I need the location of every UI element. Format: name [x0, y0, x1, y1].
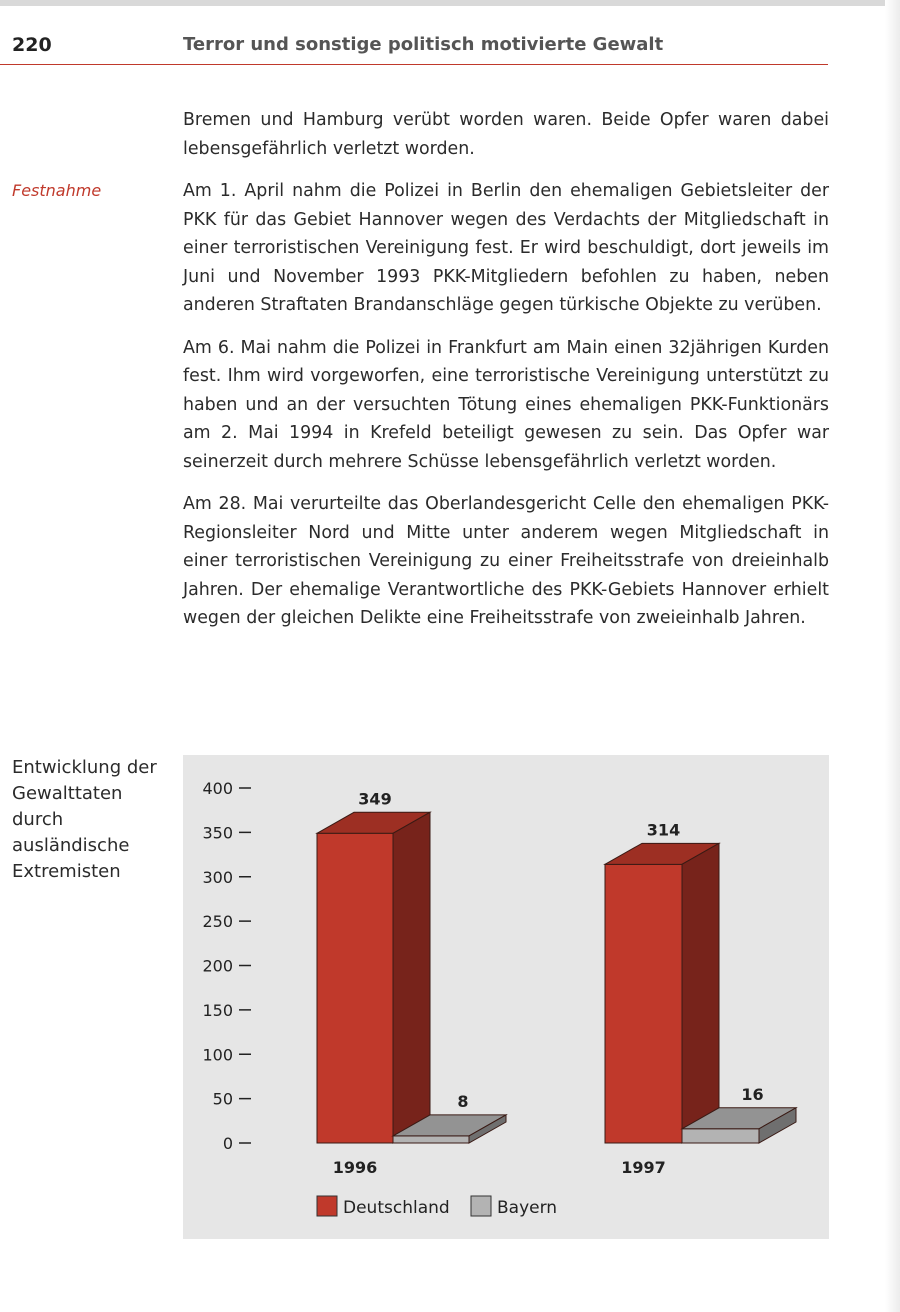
bar-value-label: 16: [741, 1084, 764, 1104]
paragraph-3: Am 6. Mai nahm die Polizei in Frankfurt am Main einen 32jährigen Kurden fest. Ihm wird vorgeworfen, eine terroristische Vereinigung unterstützt zu haben und an der versuchten Tötung eines ehemaligen PKK-Funktionärs am 2. Mai 1994 in Krefeld beteiligt gewesen zu sein. Das Opfer war seinerzeit durch mehrere Schüsse lebensgefährlich verletzt worden.: [183, 337, 829, 472]
bar-side-deutschland-1996: [393, 812, 430, 1143]
header-rule: [0, 64, 828, 65]
paragraph-2: Am 1. April nahm die Polizei in Berlin den ehemaligen Gebietsleiter der PKK für das Gebiet Hannover wegen des Verdachts der Mitgliedschaft in einer terroristischen Vereinigung fest. Er wird beschuldigt, dort jeweils im Juni und November 1993 PKK-Mitgliedern befohlen zu haben, neben anderen Straftaten Brandanschläge gegen türkische Objekte zu verüben.: [183, 181, 829, 315]
paragraph-1: Bremen und Hamburg verübt worden waren. Beide Opfer waren dabei lebensgefährlich verletzt worden.: [183, 110, 829, 159]
legend-swatch-deutschland: [317, 1196, 337, 1216]
x-category-label: 1996: [332, 1158, 378, 1177]
y-tick-label: 300: [202, 867, 233, 887]
bar-chart: [183, 755, 829, 1239]
y-tick-label: 200: [202, 956, 233, 976]
bar-front-bayern-1996: [393, 1136, 469, 1143]
y-tick-label: 50: [212, 1089, 233, 1109]
running-header-title: Terror und sonstige politisch motivierte Gewalt: [183, 34, 664, 55]
y-tick-label: 150: [202, 1000, 233, 1020]
chart-caption: Entwicklung der Gewalttaten durch ausländische Extremisten: [12, 757, 157, 882]
page-number: 220: [12, 34, 52, 56]
bar-front-deutschland-1997: [605, 864, 682, 1143]
bar-front-deutschland-1996: [317, 833, 393, 1143]
paragraph-4: Am 28. Mai verurteilte das Oberlandesgericht Celle den ehemaligen PKK-Regionsleiter Nord und Mitte unter anderem wegen Mitgliedschaft in einer terroristischen Vereinigung zu einer Freiheitsstrafe von dreieinhalb Jahren. Der ehemalige Verantwortliche des PKK-Gebiets Hannover erhielt wegen der gleichen Delikte eine Freiheitsstrafe von zweieinhalb Jahren.: [183, 494, 829, 628]
y-tick-label: 400: [202, 779, 233, 798]
chart-panel: [183, 755, 829, 1239]
bar-value-label: 349: [358, 789, 392, 809]
x-category-label: 1997: [621, 1158, 666, 1177]
margin-note-festnahme: Festnahme: [12, 181, 102, 200]
legend-swatch-bayern: [471, 1196, 491, 1216]
bar-value-label: 314: [646, 820, 681, 840]
y-tick-label: 350: [202, 823, 233, 843]
bar-value-label: 8: [457, 1091, 469, 1111]
y-tick-label: 250: [202, 912, 233, 932]
page-top-shade: [0, 0, 900, 6]
page-edge-shade: [885, 0, 900, 1312]
body-text: [183, 106, 829, 647]
y-tick-label: 100: [202, 1045, 233, 1065]
bar-side-deutschland-1997: [682, 843, 719, 1143]
legend-label-bayern: Bayern: [497, 1198, 558, 1218]
y-tick-label: 0: [222, 1134, 233, 1153]
legend-label-deutschland: Deutschland: [343, 1198, 450, 1218]
bar-front-bayern-1997: [682, 1129, 759, 1143]
